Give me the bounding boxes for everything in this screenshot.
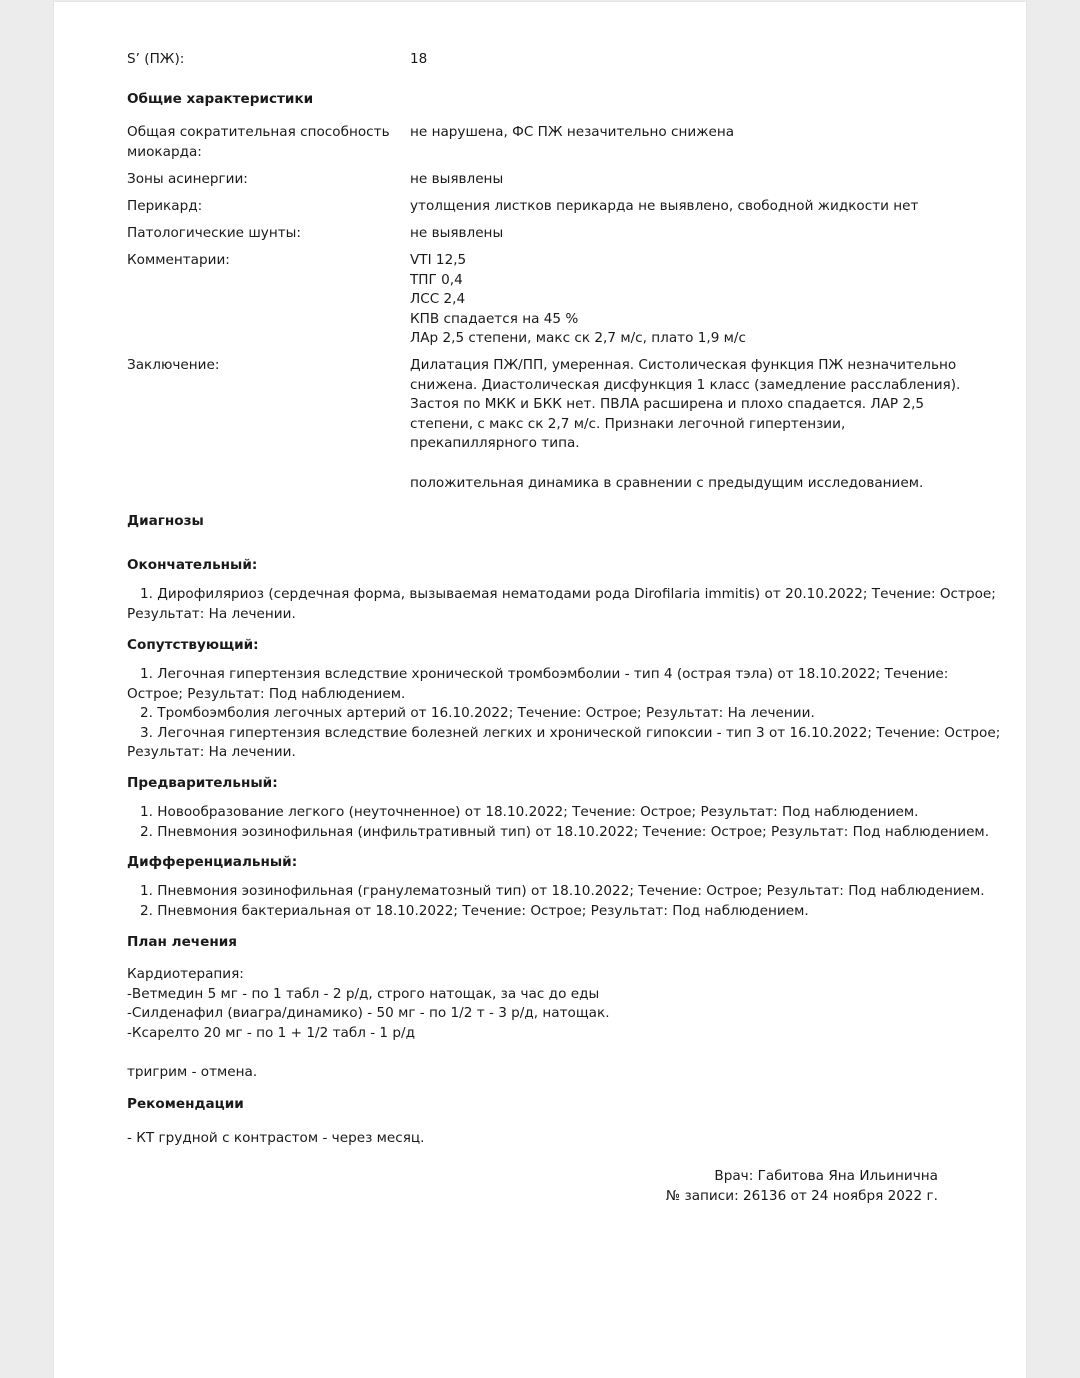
blank-line (127, 1043, 947, 1063)
doctor-name: Врач: Габитова Яна Ильинична (714, 1168, 938, 1184)
preliminary-item-line: 2. Пневмония эозинофильная (инфильтративный тип) от 18.10.2022; Течение: Острое; Результат: Под наблюдением. (140, 823, 990, 840)
comment-line: КПВ спадается на 45 % (410, 310, 579, 327)
treatment-line: Кардиотерапия: (127, 966, 244, 982)
row-label (127, 123, 410, 162)
heading-treatment: План лечения (127, 934, 238, 950)
concomitant-item-line: Результат: На лечении. (127, 744, 296, 761)
row-value: не выявлены (410, 225, 504, 241)
differential-list (127, 882, 985, 921)
row-label: S’ (ПЖ): (127, 51, 185, 67)
treatment-block (127, 965, 947, 1083)
row-label: Зоны асинергии: (127, 171, 248, 187)
recommendation-line: - КТ грудной с контрастом - через месяц. (127, 1130, 425, 1146)
row-s-pzh (127, 50, 947, 70)
preliminary-item-line: 1. Новообразование легкого (неуточненное) от 18.10.2022; Течение: Острое; Результат: Под наблюдением. (140, 804, 919, 820)
heading-preliminary: Предварительный: (127, 775, 278, 791)
row-value: не выявлены (410, 171, 504, 187)
conclusion-line: снижена. Диастолическая дисфункция 1 класс (замедление расслабления). (410, 376, 961, 393)
comment-line: VTI 12,5 (410, 252, 467, 268)
recommendations-block (127, 1129, 947, 1149)
conclusion-line: Дилатация ПЖ/ПП, умеренная. Систолическая функция ПЖ незначительно (410, 357, 957, 373)
differential-item-line: 1. Пневмония эозинофильная (гранулематозный тип) от 18.10.2022; Течение: Острое; Результат: Под наблюдением. (140, 883, 985, 899)
row-label: Заключение: (127, 357, 220, 373)
row-label: Патологические шунты: (127, 225, 301, 241)
row-contractility (127, 123, 947, 162)
row-comments (127, 251, 947, 349)
heading-diagnoses: Диагнозы (127, 513, 204, 529)
heading-recommendations: Рекомендации (127, 1096, 244, 1112)
row-pericardium (127, 197, 947, 217)
record-number: № записи: 26136 от 24 ноября 2022 г. (666, 1187, 938, 1204)
treatment-line: -Ксарелто 20 мг - по 1 + 1/2 табл - 1 р/д (127, 1024, 416, 1041)
heading-differential: Дифференциальный: (127, 854, 298, 870)
signature-block (666, 1167, 938, 1206)
conclusion-line: степени, с макс ск 2,7 м/с. Признаки легочной гипертензии, (410, 415, 846, 432)
row-shunts (127, 224, 947, 244)
row-value: утолщения листков перикарда не выявлено, свободной жидкости нет (410, 198, 919, 214)
label-line: миокарда: (127, 143, 202, 160)
concomitant-list (127, 665, 1001, 763)
treatment-line: -Ветмедин 5 мг - по 1 табл - 2 р/д, строго натощак, за час до еды (127, 985, 600, 1002)
conclusion-line: Застоя по МКК и БКК нет. ПВЛА расширена и плохо спадается. ЛАР 2,5 (410, 396, 925, 413)
final-list (127, 585, 996, 624)
conclusion-line: прекапиллярного типа. (410, 435, 580, 452)
treatment-line: -Силденафил (виагра/динамико) - 50 мг - по 1/2 т - 3 р/д, натощак. (127, 1005, 610, 1022)
row-value: 18 (410, 51, 428, 67)
row-asynergy (127, 170, 947, 190)
heading-final: Окончательный: (127, 557, 258, 573)
row-value: не нарушена, ФС ПЖ незачительно снижена (410, 124, 735, 140)
comment-line: ТПГ 0,4 (410, 271, 463, 288)
row-conclusion (127, 356, 961, 493)
row-value (410, 251, 947, 349)
comment-line: ЛАр 2,5 степени, макс ск 2,7 м/с, плато 1,9 м/с (410, 330, 746, 347)
differential-item-line: 2. Пневмония бактериальная от 18.10.2022; Течение: Острое; Результат: Под наблюдением. (140, 902, 809, 919)
concomitant-item-line: 1. Легочная гипертензия вследствие хронической тромбоэмболии - тип 4 (острая тэла) от 18.10.2022; Течение: (140, 666, 949, 682)
final-item-line: Результат: На лечении. (127, 605, 296, 622)
document-page (54, 2, 1026, 1378)
row-value (410, 356, 960, 493)
final-item-line: 1. Дирофиляриоз (сердечная форма, вызываемая нематодами рода Dirofilaria immitis) от 20.10.2022; Течение: Острое; (140, 586, 996, 602)
heading-concomitant: Сопутствующий: (127, 637, 259, 653)
row-label: Комментарии: (127, 252, 230, 268)
heading-general: Общие характеристики (127, 91, 314, 107)
treatment-line: тригрим - отмена. (127, 1063, 258, 1080)
preliminary-list (127, 803, 990, 842)
row-label: Перикард: (127, 198, 203, 214)
concomitant-item-line: 2. Тромбоэмболия легочных артерий от 16.10.2022; Течение: Острое; Результат: На лечении. (140, 705, 815, 722)
label-line: Общая сократительная способность (127, 124, 390, 140)
conclusion-extra: положительная динамика в сравнении с предыдущим исследованием. (410, 474, 924, 491)
concomitant-item-line: Острое; Результат: Под наблюдением. (127, 685, 406, 702)
comment-line: ЛСС 2,4 (410, 291, 466, 308)
blank-line (410, 454, 960, 474)
concomitant-item-line: 3. Легочная гипертензия вследствие болезней легких и хронической гипоксии - тип 3 от 16.10.2022; Течение: Острое; (140, 724, 1001, 741)
